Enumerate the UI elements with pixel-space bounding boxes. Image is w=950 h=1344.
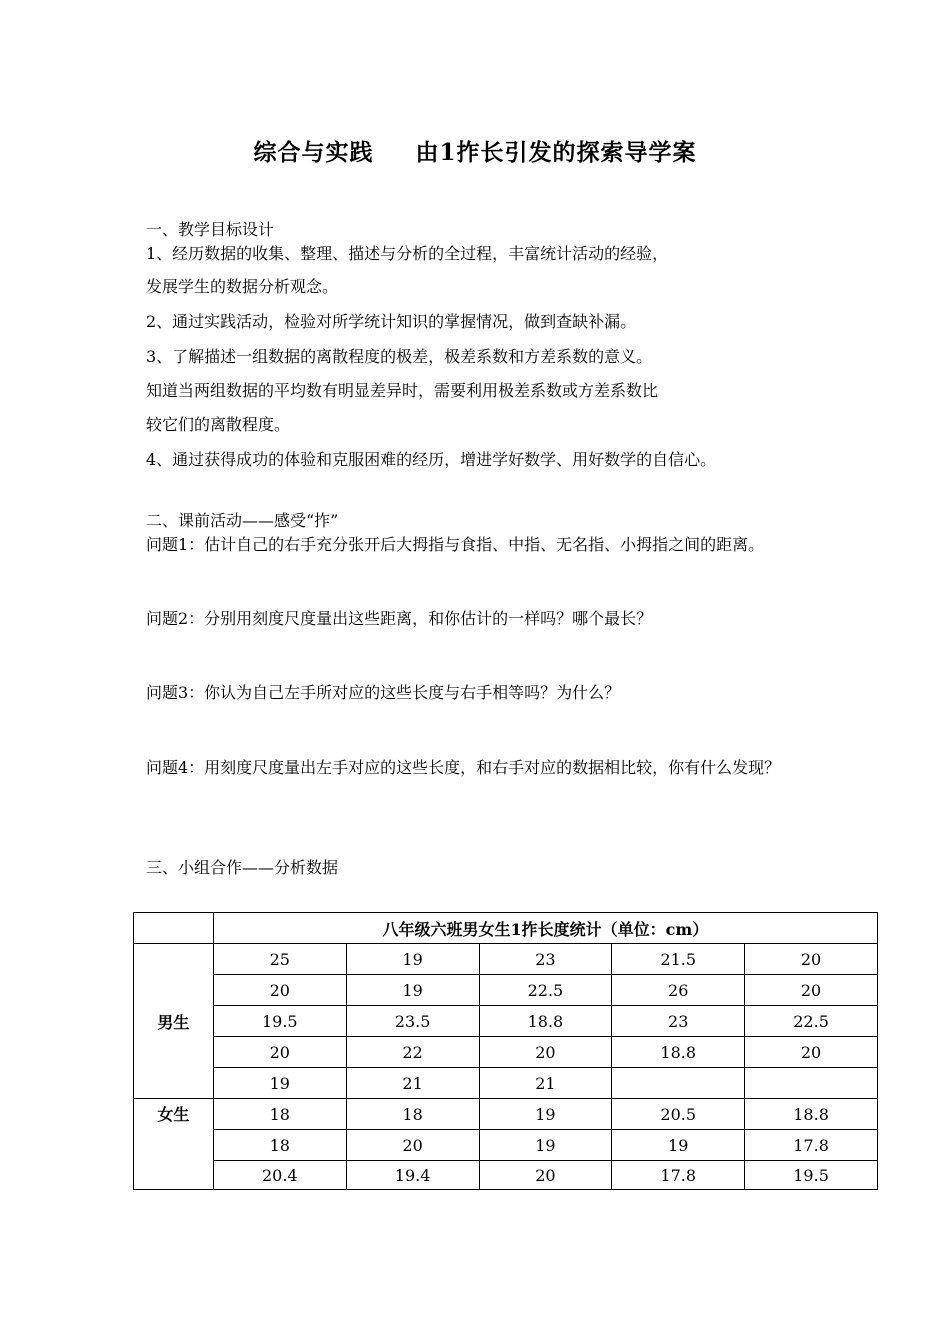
table-header: 八年级六班男女生1拃长度统计（单位：cm） — [213, 913, 877, 944]
table-cell: 19 — [479, 1130, 612, 1161]
table-cell: 22.5 — [745, 1006, 878, 1037]
table-cell: 18.8 — [612, 1037, 745, 1068]
table-cell: 19 — [612, 1130, 745, 1161]
table-cell: 20.4 — [213, 1161, 346, 1190]
question-1: 问题1：估计自己的右手充分张开后大拇指与食指、中指、无名指、小拇指之间的距离。 — [146, 535, 765, 554]
table-cell: 23 — [612, 1006, 745, 1037]
table-cell: 21 — [346, 1068, 479, 1099]
table-cell: 19 — [346, 944, 479, 975]
table-cell: 21 — [479, 1068, 612, 1099]
male-label: 男生 — [134, 944, 214, 1099]
corner-cell — [134, 913, 214, 944]
question-3: 问题3：你认为自己左手所对应的这些长度与右手相等吗？为什么？ — [146, 683, 621, 702]
table-row — [134, 1130, 878, 1161]
table-cell: 22.5 — [479, 975, 612, 1006]
section1-line: 1、经历数据的收集、整理、描述与分析的全过程，丰富统计活动的经验， — [146, 244, 669, 263]
page-title — [0, 134, 950, 167]
section3-heading: 三、小组合作——分析数据 — [146, 858, 339, 877]
table-cell: 20 — [745, 1037, 878, 1068]
table-cell: 18.8 — [479, 1006, 612, 1037]
table-cell: 18 — [213, 1130, 346, 1161]
table-cell: 17.8 — [612, 1161, 745, 1190]
table-cell: 18 — [213, 1099, 346, 1130]
section1-line: 2、通过实践活动，检验对所学统计知识的掌握情况，做到查缺补漏。 — [146, 312, 637, 331]
section2-heading: 二、课前活动——感受“拃” — [146, 511, 339, 530]
table-cell: 19.5 — [745, 1161, 878, 1190]
table-cell: 25 — [213, 944, 346, 975]
question-4: 问题4：用刻度尺度量出左手对应的这些长度，和右手对应的数据相比较，你有什么发现？ — [146, 758, 781, 777]
section1-line: 3、了解描述一组数据的离散程度的极差，极差系数和方差系数的意义。 — [146, 347, 653, 366]
table-cell: 19.5 — [213, 1006, 346, 1037]
section1-line: 4、通过获得成功的体验和克服困难的经历，增进学好数学、用好数学的自信心。 — [146, 450, 717, 469]
table-cell — [745, 1068, 878, 1099]
table-cell: 23.5 — [346, 1006, 479, 1037]
female-label: 女生 — [134, 1099, 214, 1190]
table-row — [134, 944, 878, 975]
table-cell: 20 — [479, 1037, 612, 1068]
table-cell: 20 — [213, 1037, 346, 1068]
section1-heading: 一、教学目标设计 — [146, 220, 275, 239]
table-cell: 20 — [745, 944, 878, 975]
section1-line: 发展学生的数据分析观念。 — [146, 277, 339, 296]
table-cell: 19 — [213, 1068, 346, 1099]
table-cell: 18 — [346, 1099, 479, 1130]
table-cell: 20.5 — [612, 1099, 745, 1130]
question-2: 问题2：分别用刻度尺度量出这些距离，和你估计的一样吗？哪个最长？ — [146, 609, 653, 628]
table-cell: 20 — [745, 975, 878, 1006]
table-row — [134, 1161, 878, 1190]
section1-line: 较它们的离散程度。 — [146, 415, 291, 434]
table-row — [134, 975, 878, 1006]
section1-line: 知道当两组数据的平均数有明显差异时，需要利用极差系数或方差系数比 — [146, 381, 659, 400]
table-cell — [612, 1068, 745, 1099]
table-cell: 20 — [213, 975, 346, 1006]
table-cell: 19.4 — [346, 1161, 479, 1190]
table-row — [134, 1037, 878, 1068]
span-length-table — [133, 912, 878, 1190]
table-row — [134, 1068, 878, 1099]
table-row — [134, 1099, 878, 1130]
table-cell: 20 — [346, 1130, 479, 1161]
table-cell: 21.5 — [612, 944, 745, 975]
table-cell: 19 — [346, 975, 479, 1006]
table-cell: 26 — [612, 975, 745, 1006]
table-cell: 23 — [479, 944, 612, 975]
table-cell: 18.8 — [745, 1099, 878, 1130]
title-left: 综合与实践 — [253, 139, 374, 166]
title-right: 由1拃长引发的探索导学案 — [415, 139, 697, 166]
table-cell: 17.8 — [745, 1130, 878, 1161]
table-cell: 22 — [346, 1037, 479, 1068]
table-cell: 19 — [479, 1099, 612, 1130]
table-cell: 20 — [479, 1161, 612, 1190]
table-row — [134, 1006, 878, 1037]
